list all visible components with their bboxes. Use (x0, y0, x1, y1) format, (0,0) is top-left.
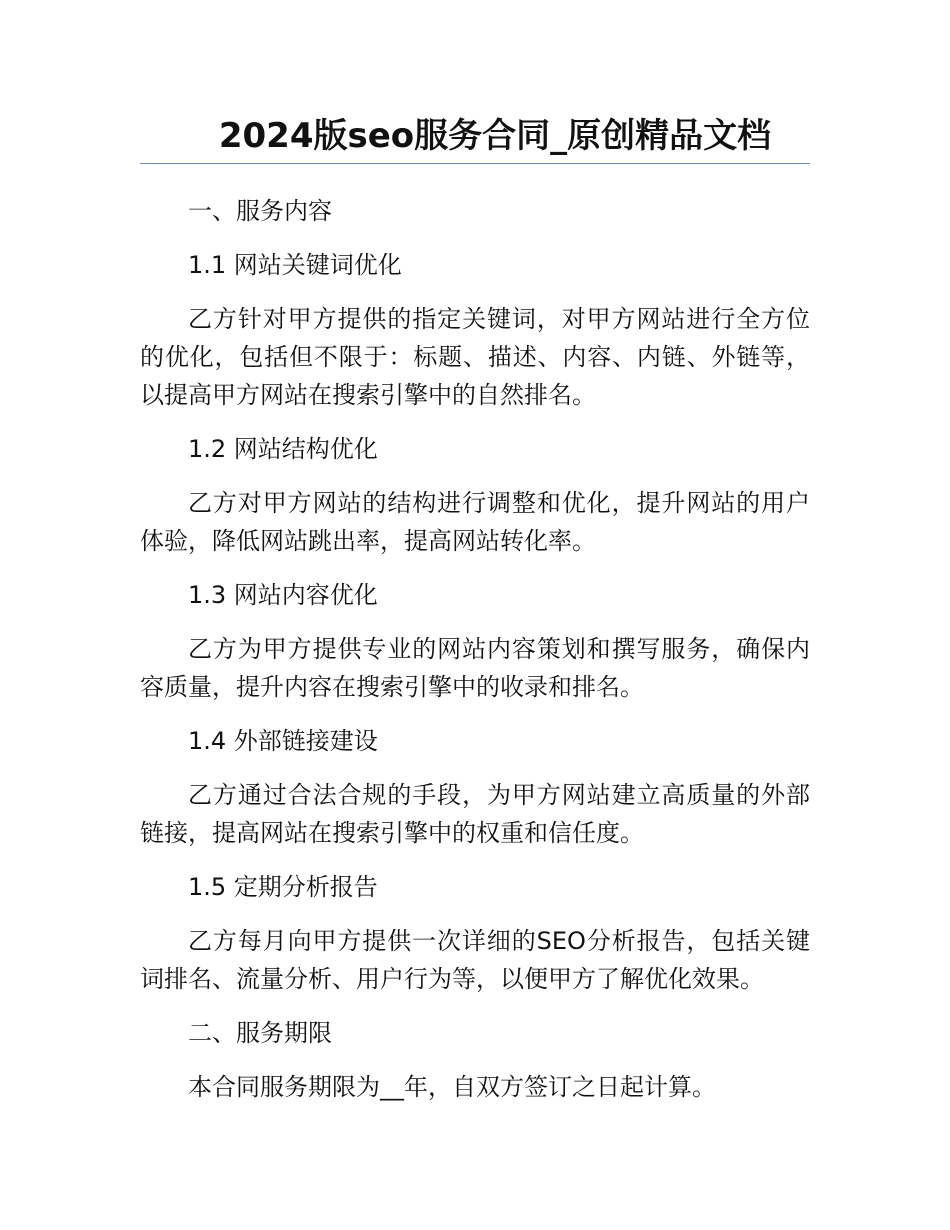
paragraph-service-term: 本合同服务期限为__年，自双方签订之日起计算。 (188, 1073, 716, 1101)
subsection-heading-keyword-optimization: 1.1 网站关键词优化 (188, 251, 402, 279)
title-underline (140, 163, 810, 164)
subsection-heading-content-optimization: 1.3 网站内容优化 (188, 581, 378, 609)
paragraph-analysis-report: 乙方每月向甲方提供一次详细的SEO分析报告，包括关键词排名、流量分析、用户行为等，以便甲方了解优化效果。 (140, 927, 810, 993)
subsection-heading-structure-optimization: 1.2 网站结构优化 (188, 435, 378, 463)
section-heading-service-content: 一、服务内容 (188, 197, 332, 225)
paragraph-keyword-optimization: 乙方针对甲方提供的指定关键词，对甲方网站进行全方位的优化，包括但不限于：标题、描述、内容、内链、外链等，以提高甲方网站在搜索引擎中的自然排名。 (140, 305, 810, 409)
subsection-heading-analysis-report: 1.5 定期分析报告 (188, 873, 378, 901)
paragraph-content-optimization: 乙方为甲方提供专业的网站内容策划和撰写服务，确保内容质量，提升内容在搜索引擎中的收录和排名。 (140, 635, 810, 701)
paragraph-structure-optimization: 乙方对甲方网站的结构进行调整和优化，提升网站的用户体验，降低网站跳出率，提高网站转化率。 (140, 489, 810, 555)
subsection-heading-external-links: 1.4 外部链接建设 (188, 727, 378, 755)
section-heading-service-term: 二、服务期限 (188, 1019, 332, 1047)
document-body (140, 192, 810, 1122)
paragraph-external-links: 乙方通过合法合规的手段，为甲方网站建立高质量的外部链接，提高网站在搜索引擎中的权重和信任度。 (140, 781, 810, 847)
document-title: 2024版seo服务合同_原创精品文档 (218, 116, 772, 156)
